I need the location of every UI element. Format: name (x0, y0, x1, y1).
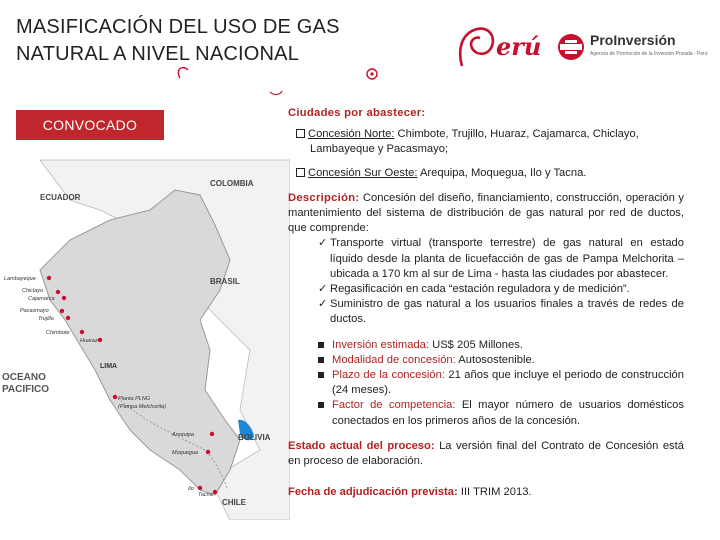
project-details (288, 106, 684, 500)
check-icon: ✓ (318, 237, 328, 250)
process-status (288, 439, 684, 469)
check-icon: ✓ (318, 283, 328, 296)
marca-peru-logo (456, 22, 556, 76)
description-paragraph (288, 191, 684, 237)
concesion-sur-label: Concesión Sur Oeste: (308, 166, 418, 179)
description-list (288, 236, 684, 327)
city-lambayeque: Lambayeque (4, 276, 36, 282)
list-item: Factor de competencia: El mayor número de usuarios domésticos conectados en los primeros años de la concesión. (318, 398, 684, 428)
process-status-label: Estado actual del proceso: (288, 439, 435, 452)
proinversion-emblem-icon (556, 32, 586, 62)
proinversion-tagline: Agencia de Promoción de la Inversión Privada - Perú (590, 51, 708, 57)
bullet-square-icon (318, 357, 324, 363)
proinversion-name: ProInversión (590, 32, 676, 48)
bullet-square-icon (318, 342, 324, 348)
peru-spiral-icon (456, 22, 500, 74)
checkbox-square-icon (296, 168, 305, 177)
city-cajamarca: Cajamarca (28, 296, 55, 302)
label-chile: CHILE (222, 498, 246, 507)
label-bolivia: BOLIVIA (238, 433, 271, 442)
concesion-norte-text: Chimbote, Trujillo, Huaraz, Cajamarca, Chiclayo, Lambayeque y Pacasmayo; (310, 128, 639, 156)
list-item: ✓ Transporte virtual (transporte terrestre) de gas natural en estado líquido desde la planta de licuefacción de gas de Pampa Melchorita – ubicada a 170 km al sur de Lima - hasta las ciudades por abastecer. (318, 237, 684, 280)
city-trujillo: Trujillo (38, 316, 54, 322)
award-date-text: III TRIM 2013. (457, 486, 532, 499)
peru-wordmark: erú (496, 32, 542, 61)
city-pacasmayo: Pacasmayo (20, 308, 49, 314)
bullet-square-icon (318, 372, 324, 378)
plant-label: Planta PLNG (118, 396, 151, 402)
label-oceano: OCEANO (2, 372, 46, 383)
label-ecuador: ECUADOR (40, 193, 81, 202)
bullet-square-icon (318, 402, 324, 408)
cities-heading: Ciudades por abastecer: (288, 107, 426, 119)
city-moquegua: Moquegua (172, 450, 198, 456)
description-label: Descripción: (288, 191, 360, 204)
description-text: Concesión del diseño, financiamiento, construcción, operación y mantenimiento del sistema de distribución de gas natural por red de ductos, que comprende: (288, 191, 684, 235)
city-tacna: Tacna (198, 492, 213, 498)
city-chiclayo: Chiclayo (22, 288, 44, 294)
process-status-text: La versión final del Contrato de Concesión está en proceso de elaboración. (288, 439, 684, 468)
label-pacifico: PACIFICO (2, 384, 50, 395)
check-icon: ✓ (318, 298, 328, 311)
award-date-label: Fecha de adjudicación prevista: (288, 486, 458, 499)
city-ilo: Ilo (188, 486, 194, 492)
proinversion-logo (556, 30, 716, 70)
list-item: Modalidad de concesión: Autosostenible. (318, 353, 684, 368)
plant-sublabel: (Pampa Melchorita) (118, 404, 166, 410)
city-chimbote: Chimbote (46, 330, 70, 336)
city-lima: LIMA (100, 363, 118, 370)
concesion-norte-label: Concesión Norte: (308, 128, 395, 141)
list-item: Plazo de la concesión: 21 años que incluye el periodo de construcción (24 meses). (318, 368, 684, 398)
concesion-norte (288, 127, 684, 157)
list-item: Inversión estimada: US$ 205 Millones. (318, 338, 684, 353)
title-line-2: NATURAL A NIVEL NACIONAL (16, 43, 300, 65)
details-list (288, 338, 684, 429)
peru-map (0, 150, 290, 520)
award-date (288, 485, 684, 500)
label-brasil: BRASIL (210, 277, 240, 286)
list-item: ✓ Regasificación en cada “estación reguladora y de medición”. (318, 282, 684, 297)
label-colombia: COLOMBIA (210, 179, 254, 188)
checkbox-square-icon (296, 129, 305, 138)
list-item: ✓ Suministro de gas natural a los usuarios finales a través de redes de ductos. (318, 298, 684, 326)
decorative-swirls-icon (120, 40, 420, 100)
status-badge: CONVOCADO (16, 110, 164, 140)
concesion-sur-oeste (288, 166, 684, 181)
city-huaraz: Huaraz (80, 338, 98, 344)
city-arequipa: Arequipa (172, 432, 195, 438)
concesion-sur-text: Arequipa, Moquegua, Ilo y Tacna. (417, 166, 587, 179)
title-line-1: MASIFICACIÓN DEL USO DE GAS (16, 16, 340, 38)
